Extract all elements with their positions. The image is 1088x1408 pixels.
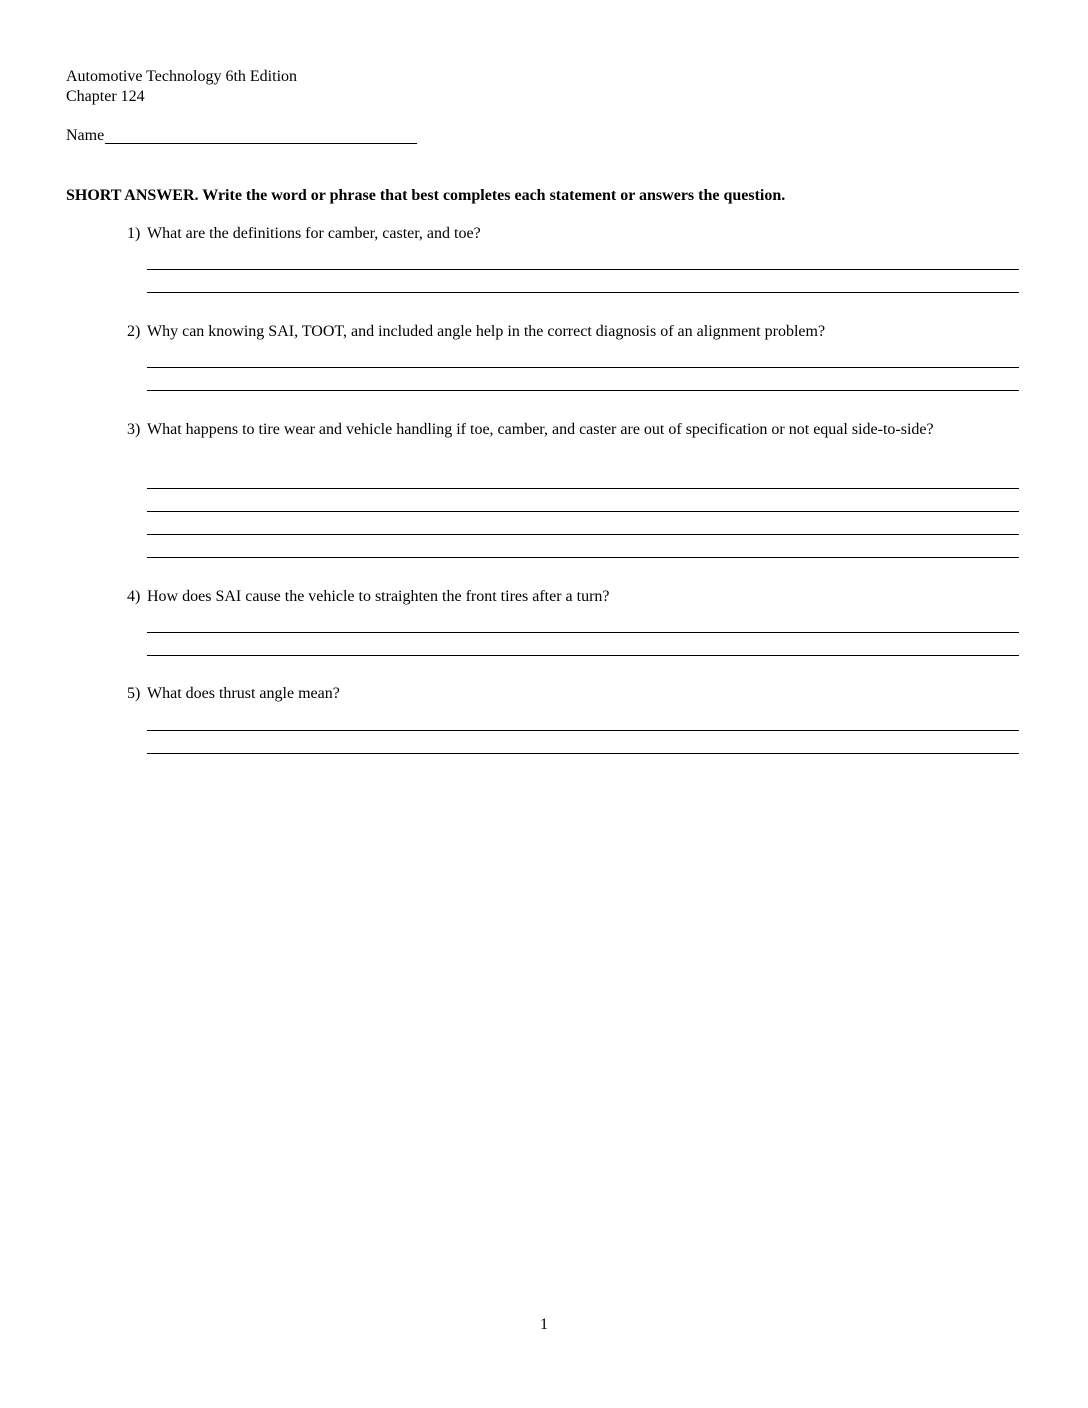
question-number: 4) (127, 588, 141, 605)
chapter-label: Chapter 124 (66, 88, 145, 105)
name-label: Name (66, 127, 105, 144)
answer-line[interactable] (147, 730, 1019, 731)
answer-line[interactable] (147, 753, 1019, 754)
question-number: 2) (127, 323, 141, 340)
question-text: Why can knowing SAI, TOOT, and included angle help in the correct diagnosis of an alignment problem? (147, 323, 826, 340)
question-text: How does SAI cause the vehicle to straighten the front tires after a turn? (147, 588, 610, 605)
answer-line[interactable] (147, 367, 1019, 368)
question-number: 5) (127, 685, 141, 702)
answer-line[interactable] (147, 390, 1019, 391)
question-5 (127, 682, 1027, 705)
question-text: What does thrust angle mean? (147, 685, 340, 702)
name-field (66, 126, 417, 146)
question-number: 3) (127, 421, 141, 438)
name-blank-line[interactable] (105, 143, 417, 144)
book-title: Automotive Technology 6th Edition (66, 68, 298, 85)
question-number: 1) (127, 225, 141, 242)
question-3 (127, 418, 1027, 441)
page-number: 1 (540, 1316, 548, 1333)
answer-line[interactable] (147, 655, 1019, 656)
answer-line[interactable] (147, 557, 1019, 558)
question-4 (127, 585, 1027, 608)
section-instructions: SHORT ANSWER. Write the word or phrase that best completes each statement or answers the question. (66, 187, 786, 204)
answer-line[interactable] (147, 488, 1019, 489)
answer-line[interactable] (147, 632, 1019, 633)
question-text: What happens to tire wear and vehicle handling if toe, camber, and caster are out of specification or not equal side-to-side? (147, 421, 934, 438)
question-1 (127, 222, 1027, 245)
answer-line[interactable] (147, 269, 1019, 270)
question-2 (127, 320, 1027, 343)
answer-line[interactable] (147, 534, 1019, 535)
answer-line[interactable] (147, 511, 1019, 512)
question-text: What are the definitions for camber, caster, and toe? (147, 225, 481, 242)
answer-line[interactable] (147, 292, 1019, 293)
